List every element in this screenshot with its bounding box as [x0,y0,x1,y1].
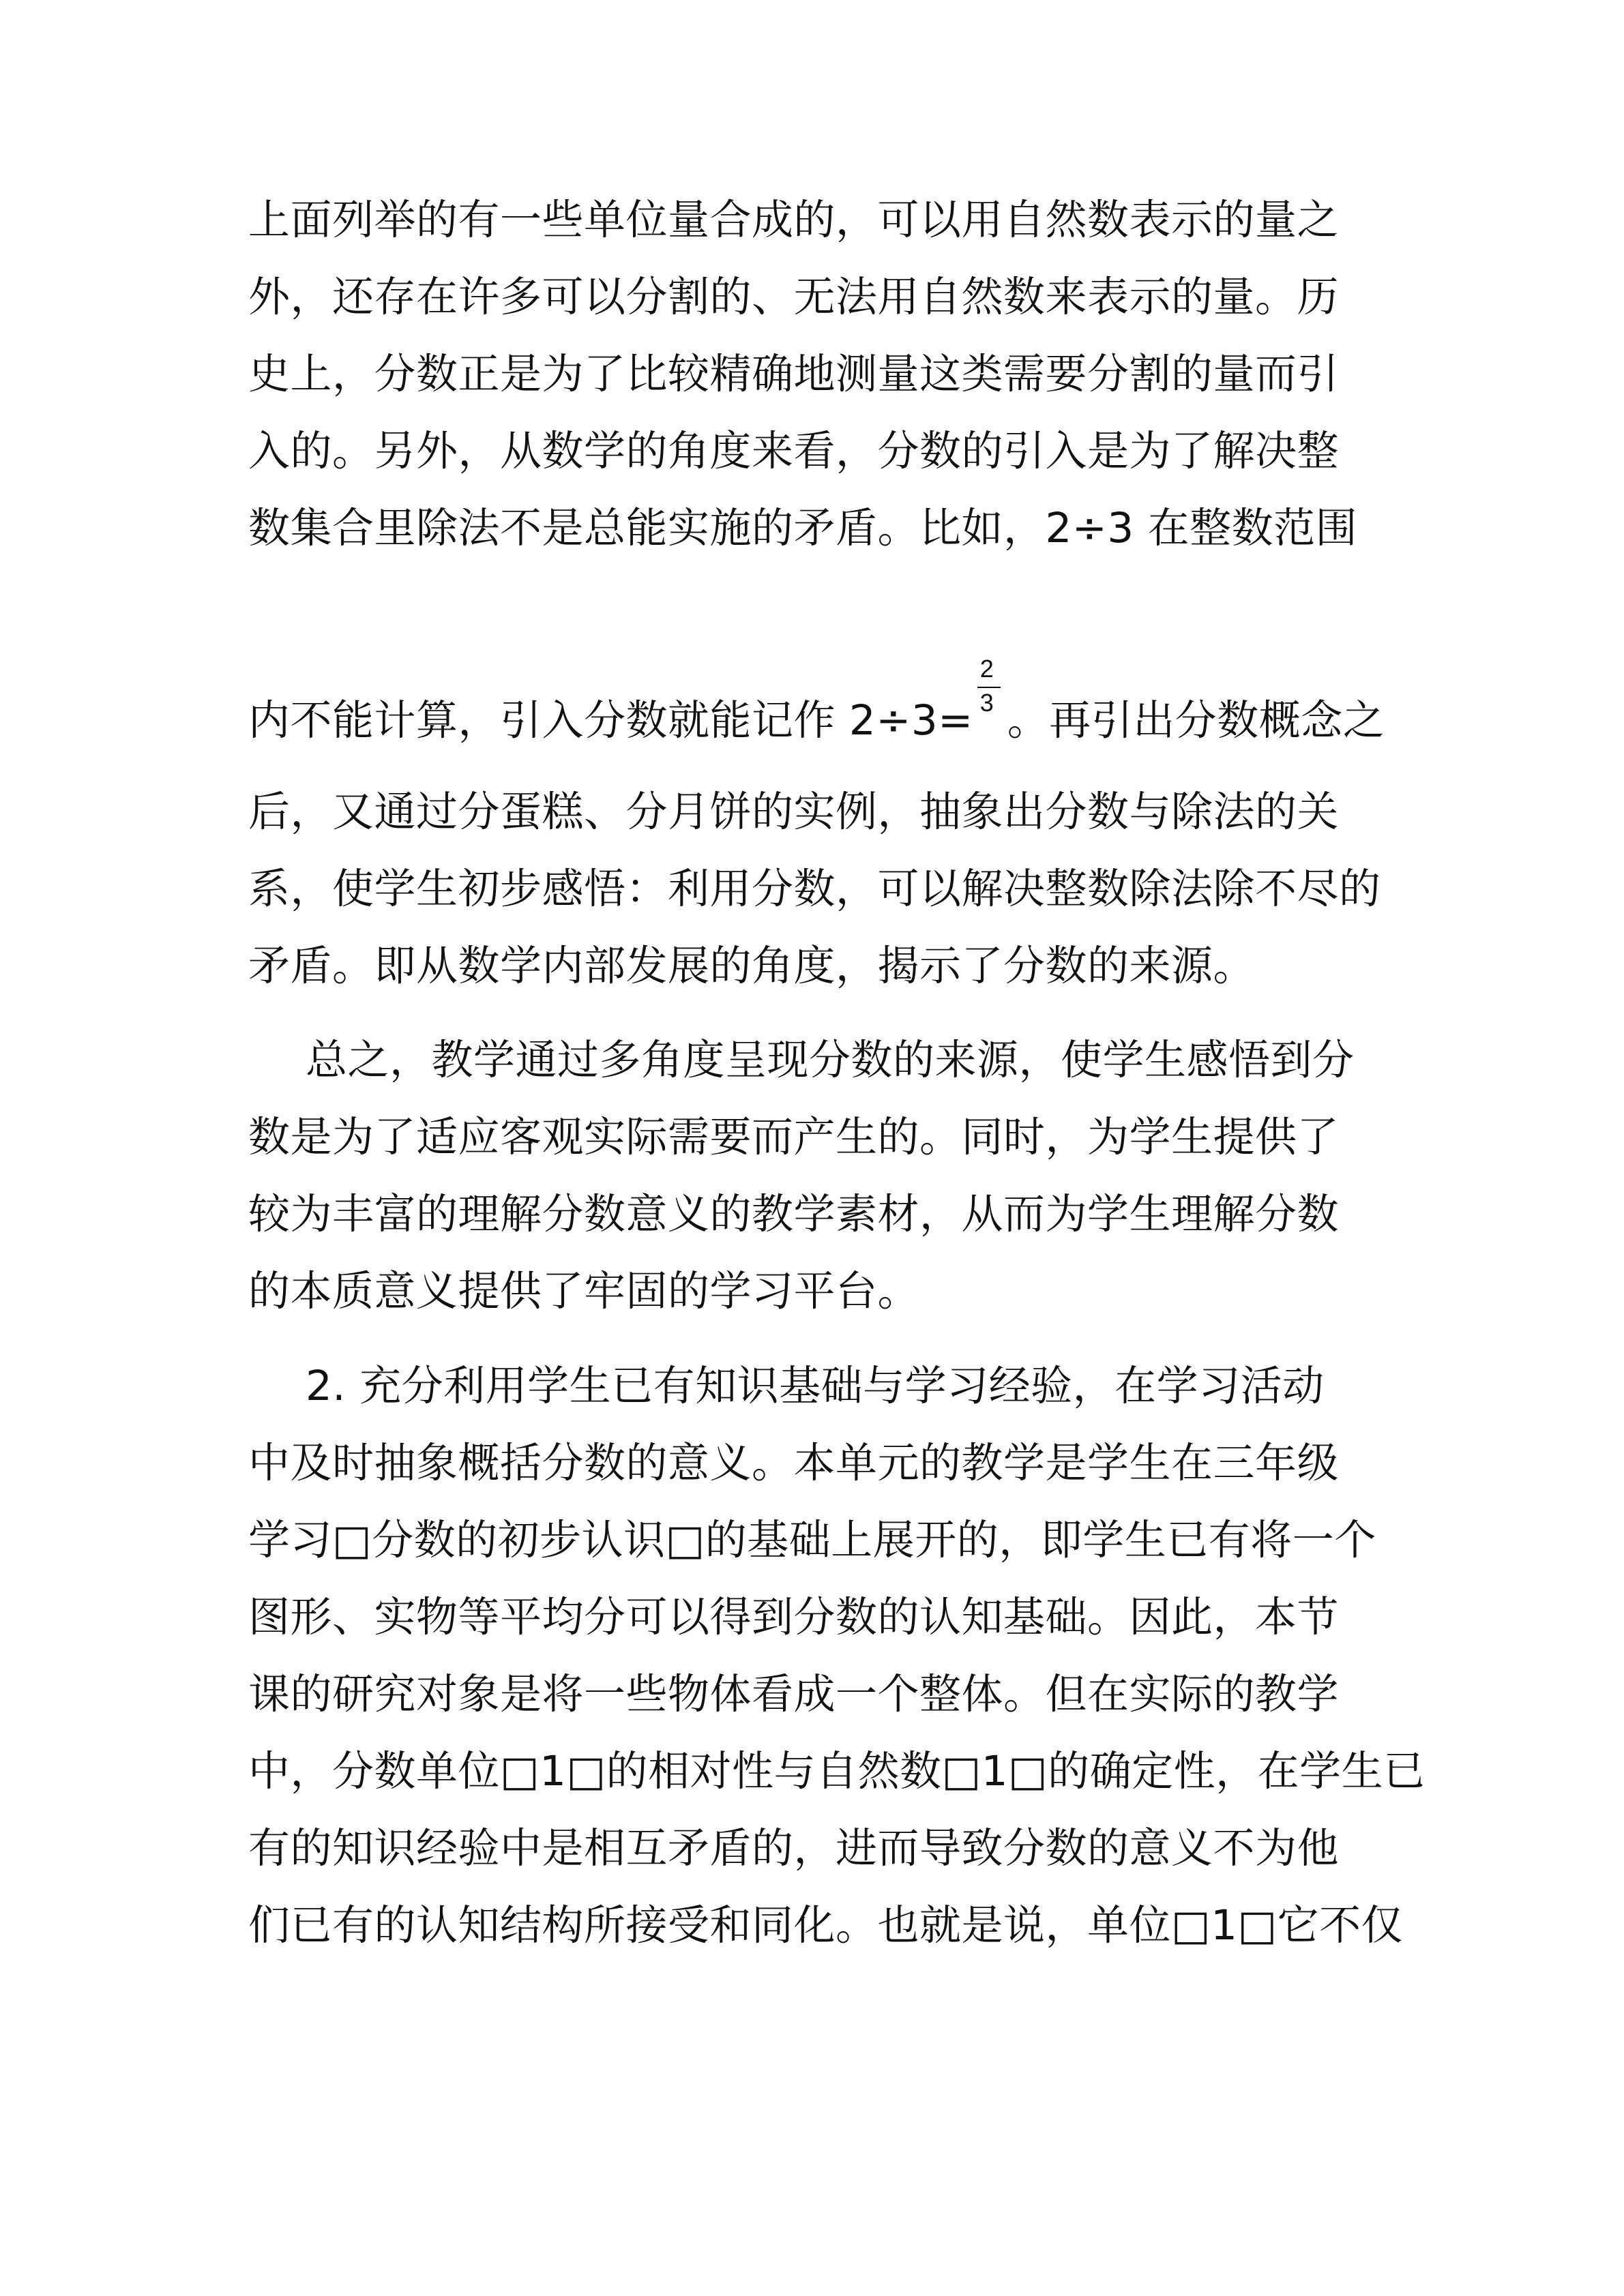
text-line: 们已有的认知结构所接受和同化。也就是说，单位□1□它不仅 [248,1901,1404,1950]
fraction-line-before: 内不能计算，引入分数就能记作 2÷3= [248,696,973,745]
text-line: 较为丰富的理解分数意义的教学素材，从而为学生理解分数 [248,1190,1340,1238]
text-line: 图形、实物等平均分可以得到分数的认知基础。因此，本节 [248,1593,1340,1641]
text-line: 数集合里除法不是总能实施的矛盾。比如，2÷3 在整数范围 [248,504,1358,552]
text-line: 中及时抽象概括分数的意义。本单元的教学是学生在三年级 [248,1439,1340,1487]
text-line: 总之，教学通过多角度呈现分数的来源，使学生感悟到分 [306,1036,1355,1084]
fraction-numerator: 2 [979,655,994,683]
fraction-denominator: 3 [979,689,994,717]
text-line: 的本质意义提供了牢固的学习平台。 [248,1267,920,1315]
text-line: 2. 充分利用学生已有知识基础与学习经验，在学习活动 [306,1362,1325,1410]
text-line: 入的。另外，从数学的角度来看，分数的引入是为了解决整 [248,427,1340,475]
text-line: 课的研究对象是将一些物体看成一个整体。但在实际的教学 [248,1670,1340,1718]
text-line: 有的知识经验中是相互矛盾的，进而导致分数的意义不为他 [248,1824,1340,1873]
text-line: 外，还存在许多可以分割的、无法用自然数来表示的量。历 [248,273,1340,321]
text-line: 学习□分数的初步认识□的基础上展开的，即学生已有将一个 [248,1516,1376,1564]
text-line-with-fraction [248,655,1385,748]
fraction-line-after: 。再引出分数概念之 [1007,696,1385,745]
text-line: 上面列举的有一些单位量合成的，可以用自然数表示的量之 [248,196,1340,244]
inline-fraction [976,655,1003,748]
text-line: 系，使学生初步感悟：利用分数，可以解决整数除法除不尽的 [248,865,1381,913]
text-line: 史上，分数正是为了比较精确地测量这类需要分割的量而引 [248,350,1340,398]
text-line: 数是为了适应客观实际需要而产生的。同时，为学生提供了 [248,1113,1340,1161]
fraction-bar [977,687,1001,688]
text-line: 矛盾。即从数学内部发展的角度，揭示了分数的来源。 [248,942,1256,990]
text-line: 后，又通过分蛋糕、分月饼的实例，抽象出分数与除法的关 [248,788,1340,836]
text-line: 中，分数单位□1□的相对性与自然数□1□的确定性，在学生已 [248,1747,1426,1795]
